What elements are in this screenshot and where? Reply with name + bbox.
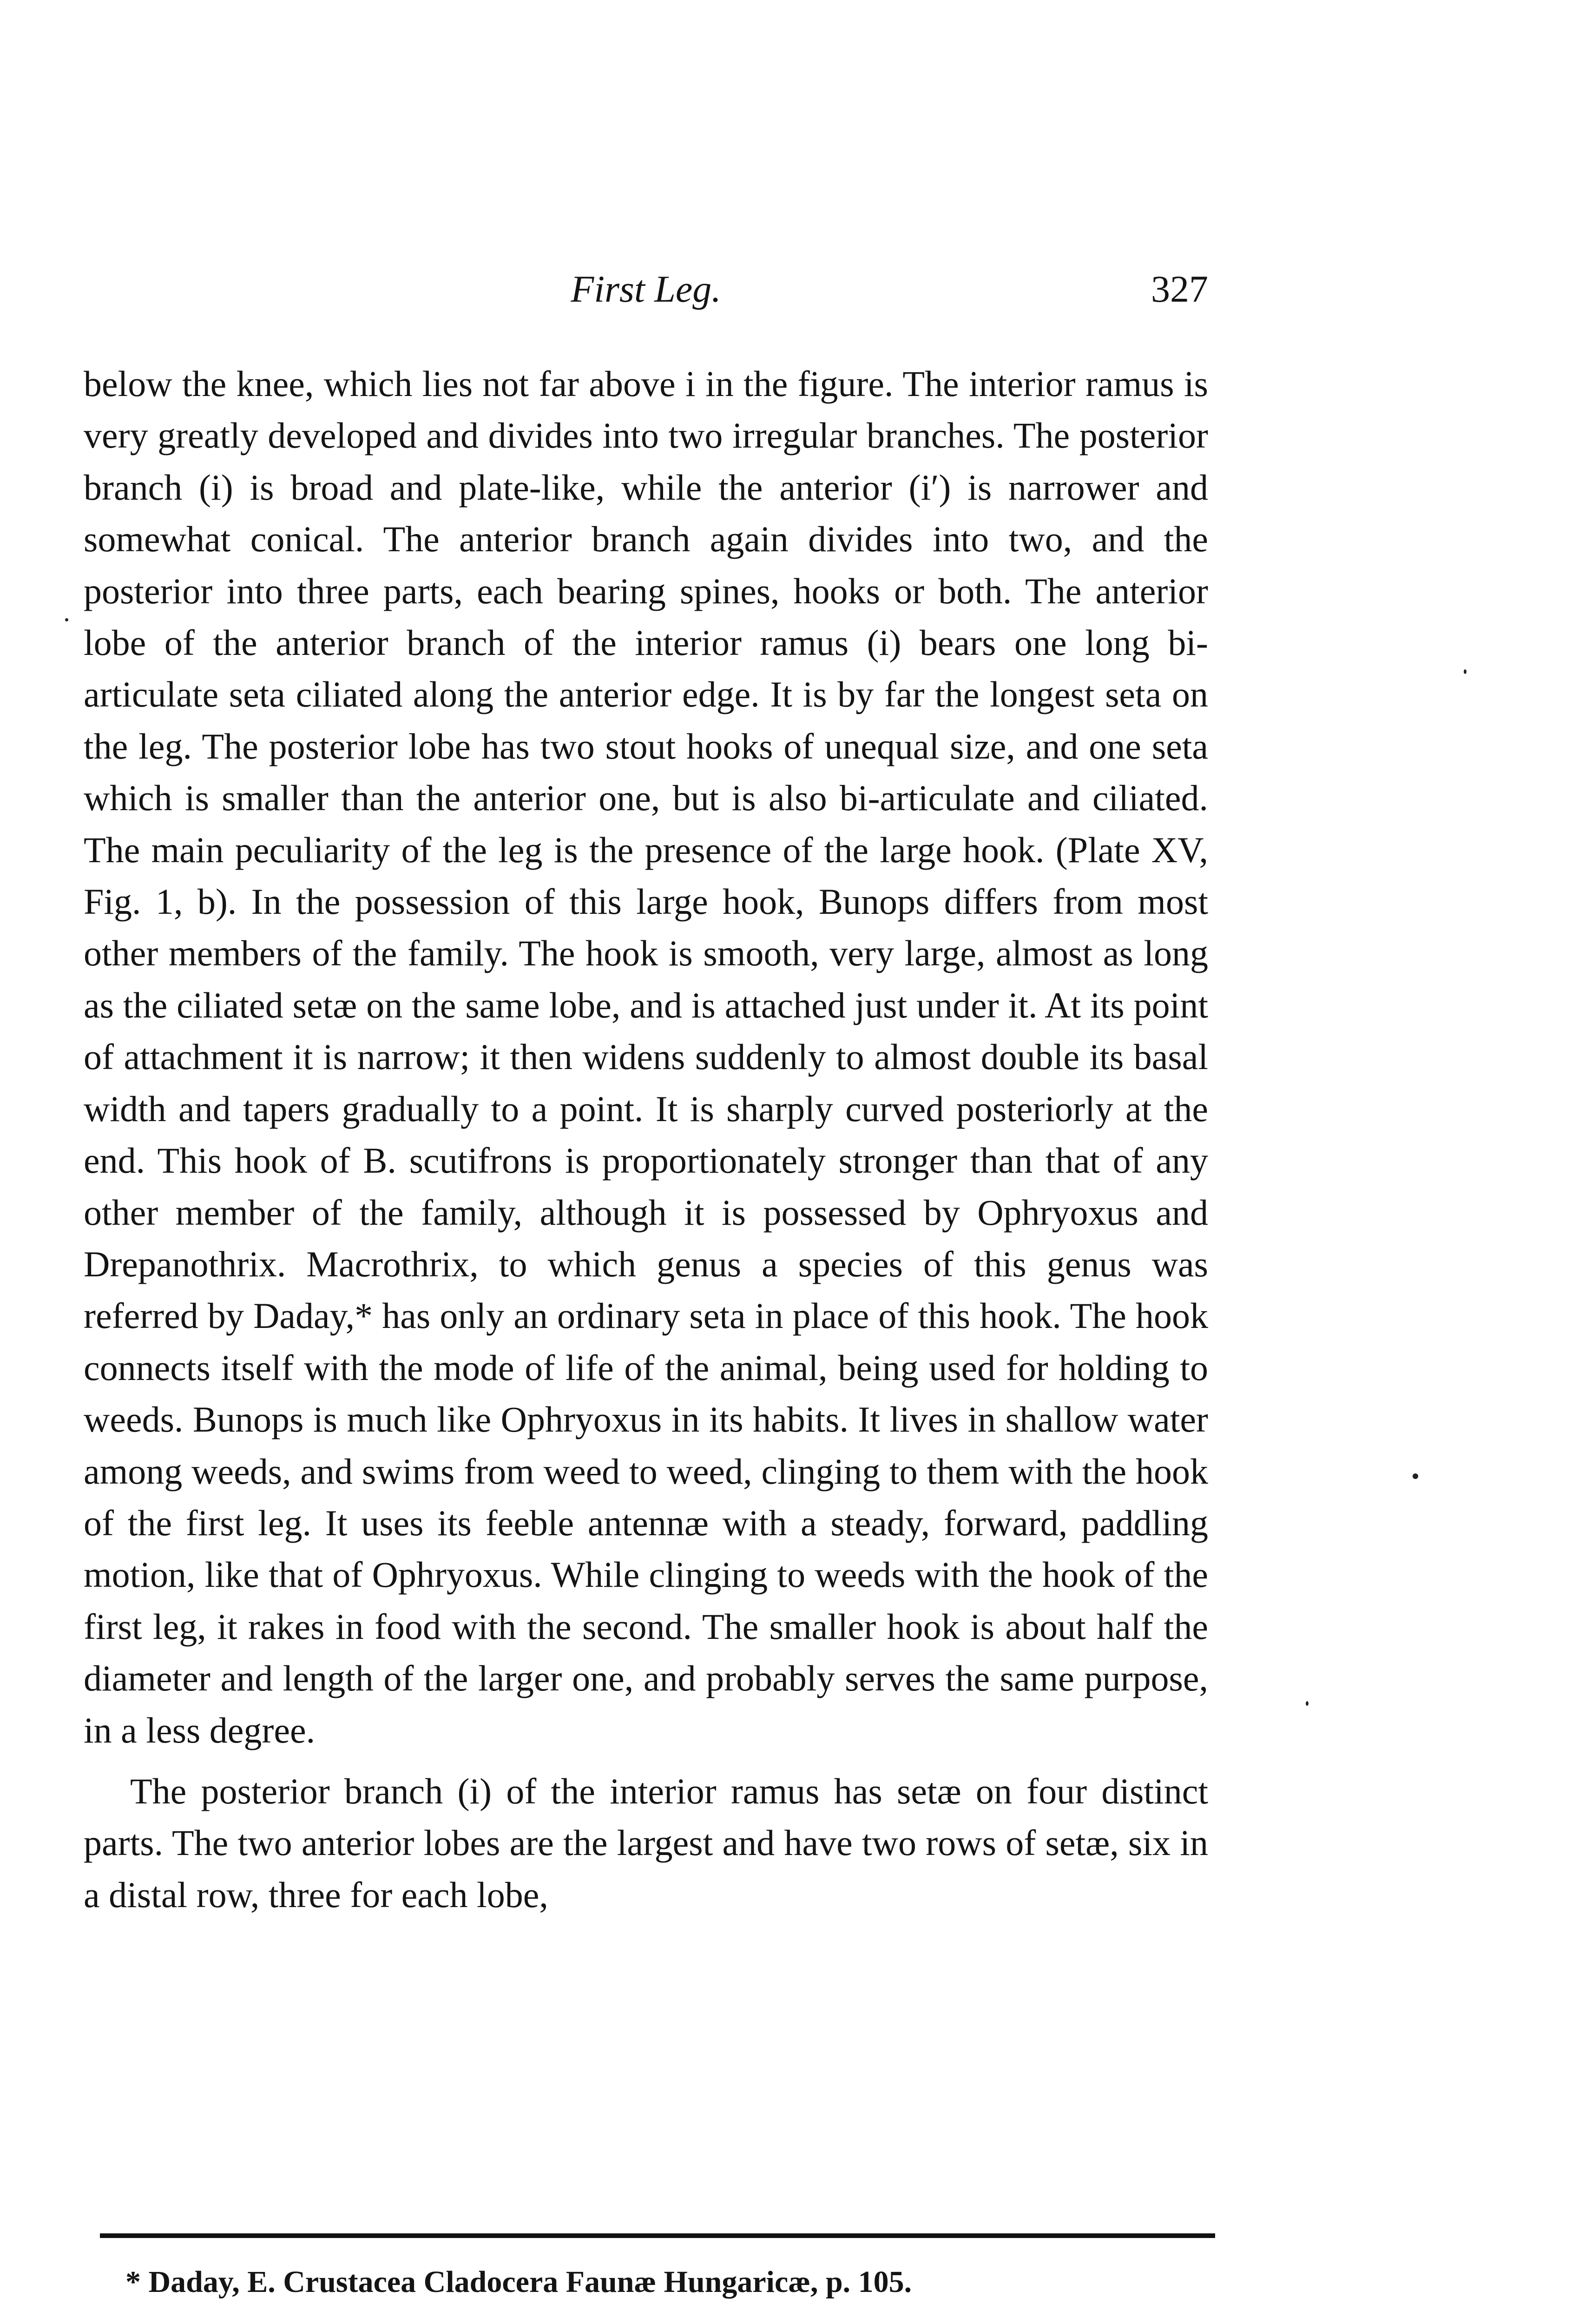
body-text: [84, 358, 1208, 1921]
footnote: * Daday, E. Crustacea Cladocera Faunæ Hungaricæ, p. 105.: [125, 2265, 912, 2299]
page-number: 327: [1151, 268, 1208, 310]
footnote-rule: [100, 2233, 1215, 2238]
ink-speck: [65, 618, 68, 621]
paragraph-2: The posterior branch (i) of the interior ramus has setæ on four distinct parts. The two anterior lobes are the largest and have two rows of setæ, six in a distal row, three for each lobe,: [84, 1770, 1208, 1915]
ink-speck: [1413, 1473, 1418, 1479]
paragraph-1: below the knee, which lies not far above i in the figure. The interior ramus is very greatly developed and divides into two irregular branches. The posterior branch (i) is broad and plate-like, while the anterior (i′) is narrower and somewhat conical. The anterior branch again divides into two, and the posterior into three parts, each bearing spines, hooks or both. The anterior lobe of the anterior branch of the interior ramus (i) bears one long bi-articulate seta ciliated along the anterior edge. It is by far the longest seta on the leg. The posterior lobe has two stout hooks of unequal size, and one seta which is smaller than the anterior one, but is also bi-articulate and ciliated. The main peculiarity of the leg is the presence of the large hook. (Plate XV, Fig. 1, b). In the possession of this large hook, Bunops differs from most other members of the family. The hook is smooth, very large, almost as long as the ciliated setæ on the same lobe, and is attached just under it. At its point of attachment it is narrow; it then widens suddenly to almost double its basal width and tapers gradually to a point. It is sharply curved posteriorly at the end. This hook of B. scutifrons is proportionately stronger than that of any other member of the family, although it is possessed by Ophryoxus and Drepanothrix. Macrothrix, to which genus a species of this genus was referred by Daday,* has only an ordinary seta in place of this hook. The hook connects itself with the mode of life of the animal, being used for holding to weeds. Bunops is much like Ophryoxus in its habits. It lives in shallow water among weeds, and swims from weed to weed, clinging to them with the hook of the first leg. It uses its feeble antennæ with a steady, forward, paddling motion, like that of Ophryoxus. While clinging to weeds with the hook of the first leg, it rakes in food with the second. The smaller hook is about half the diameter and length of the larger one, and probably serves the same purpose, in a less degree.: [84, 363, 1208, 1750]
running-title: First Leg.: [571, 268, 721, 310]
ink-speck: [1464, 669, 1467, 674]
page-header: [84, 267, 1208, 323]
ink-speck: [1306, 1701, 1309, 1706]
